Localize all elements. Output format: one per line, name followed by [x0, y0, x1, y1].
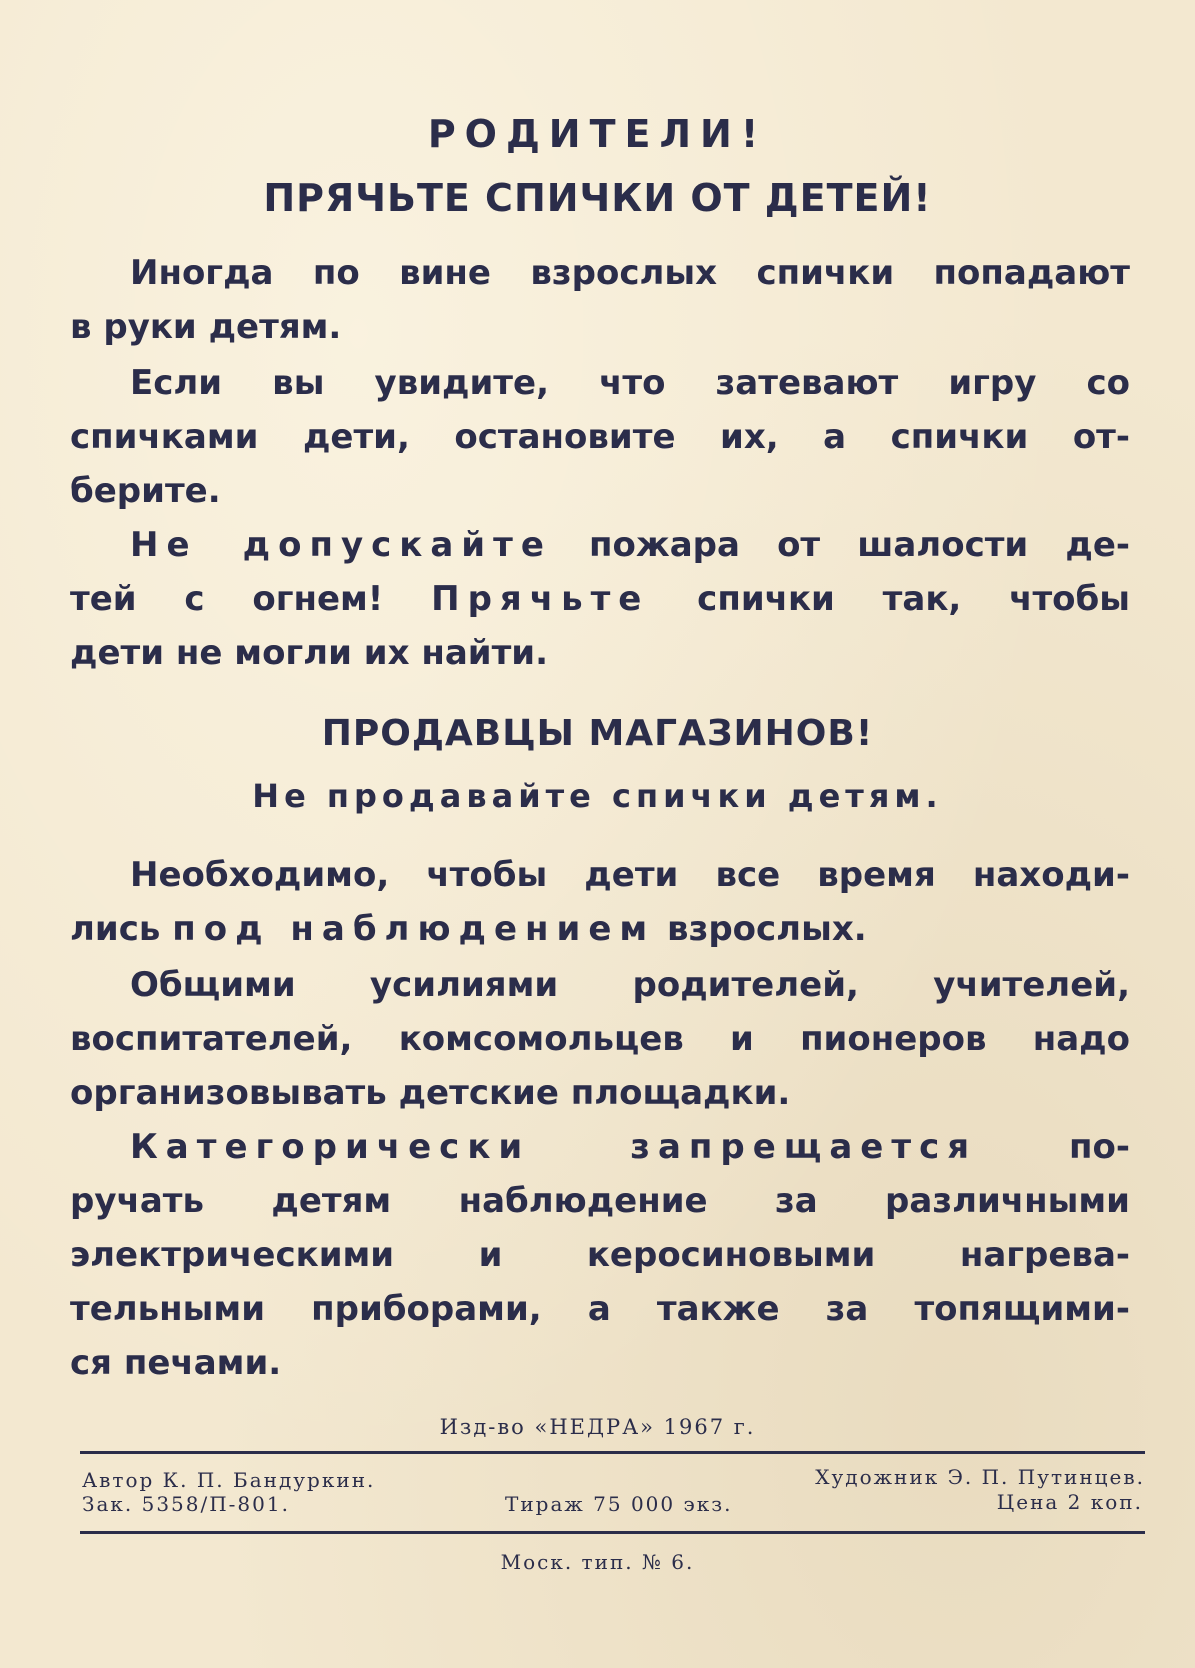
- text-line: [70, 902, 1130, 956]
- publisher-line: Изд-во «НЕДРА» 1967 г.: [439, 1415, 756, 1439]
- text-line: Общими усилиями родителей, учителей,: [130, 965, 1130, 1005]
- printer-line: Моск. тип. № 6.: [500, 1550, 695, 1574]
- text-fragment: взрослых.: [667, 909, 867, 949]
- paragraph-adults-fault: [70, 246, 1130, 354]
- spaced-emphasis: под наблюдением: [172, 909, 656, 949]
- text-line: [70, 518, 1130, 572]
- text-line: тельными приборами, а также за топящими-: [70, 1289, 1130, 1329]
- author-credit: Автор К. П. Бандуркин.: [82, 1468, 376, 1492]
- text-line: спичками дети, остановите их, а спички от-: [70, 417, 1130, 457]
- main-subheading: ПРЯЧЬТЕ СПИЧКИ ОТ ДЕТЕЙ!: [263, 176, 932, 220]
- text-fragment: пожара от шалости де-: [589, 525, 1131, 565]
- text-fragment: спички так, чтобы: [697, 579, 1131, 619]
- text-line: ся печами.: [70, 1343, 282, 1383]
- main-heading: РОДИТЕЛИ!: [427, 112, 768, 156]
- text-line: в руки детям.: [70, 307, 342, 347]
- artist-credit: Художник Э. П. Путинцев.: [815, 1465, 1145, 1489]
- shop-sellers-subheading: Не продавайте спички детям.: [252, 777, 943, 815]
- shop-sellers-heading: ПРОДАВЦЫ МАГАЗИНОВ!: [321, 713, 874, 754]
- spaced-emphasis: Не допускайте: [130, 525, 552, 565]
- text-line: воспитателей, комсомольцев и пионеров надо: [70, 1019, 1130, 1059]
- text-line: Если вы увидите, что затевают игру со: [130, 363, 1130, 403]
- print-run: Тираж 75 000 экз.: [505, 1492, 733, 1516]
- divider-bottom: [80, 1531, 1145, 1534]
- text-line: ручать детям наблюдение за различными: [70, 1181, 1130, 1221]
- paragraph-forbidden: [70, 1120, 1130, 1390]
- paragraph-playgrounds: [70, 958, 1130, 1120]
- text-line: Иногда по вине взрослых спички попадают: [130, 253, 1130, 293]
- text-line: электрическими и керосиновыми нагрева-: [70, 1235, 1130, 1275]
- text-line: дети не могли их найти.: [70, 633, 549, 673]
- text-line: Необходимо, чтобы дети все время находи-: [130, 855, 1130, 895]
- paragraph-stop-children: [70, 356, 1130, 518]
- paragraph-prevent-fire: [70, 518, 1130, 680]
- text-line: [70, 1120, 1130, 1174]
- text-line: берите.: [70, 471, 221, 511]
- paragraph-supervision: [70, 848, 1130, 956]
- price: Цена 2 коп.: [996, 1490, 1143, 1514]
- text-fragment: тей с огнем!: [70, 579, 384, 619]
- text-line: организовывать детские площадки.: [70, 1073, 791, 1113]
- divider-top: [80, 1451, 1145, 1454]
- text-fragment: по-: [1069, 1127, 1130, 1167]
- spaced-emphasis: Категорически запрещается: [130, 1127, 978, 1167]
- order-number: Зак. 5358/П-801.: [82, 1492, 290, 1516]
- spaced-emphasis: Прячьте: [431, 579, 650, 619]
- text-line: [70, 572, 1130, 626]
- text-fragment: лись: [70, 909, 161, 949]
